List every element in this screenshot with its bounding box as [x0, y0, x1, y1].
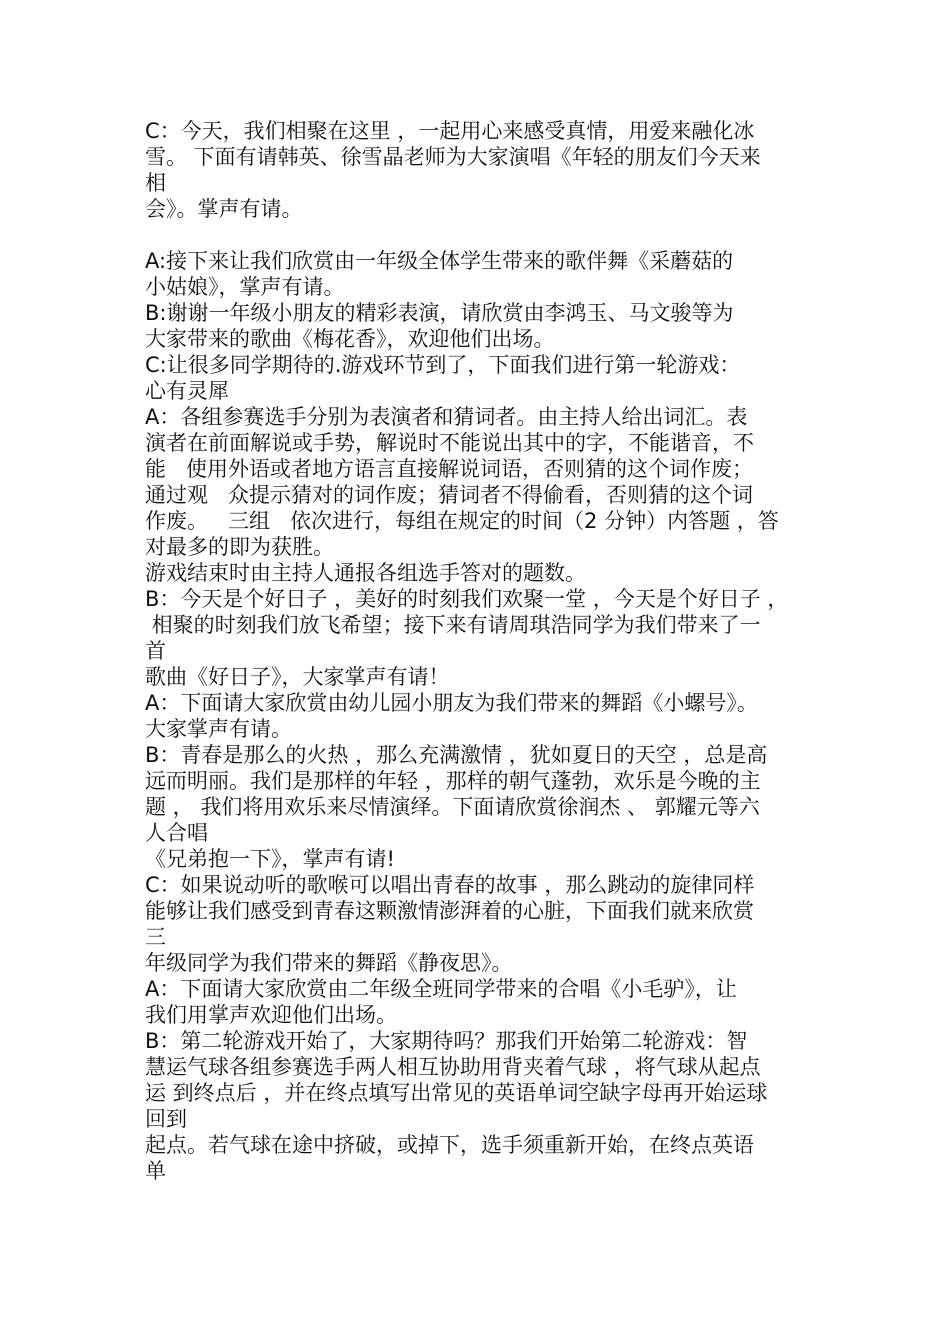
text-line: 演者在前面解说或手势，解说时不能说出其中的字，不能谐音，不 [145, 431, 754, 455]
text-line: 游戏结束时由主持人通报各组选手答对的题数。 [145, 561, 586, 585]
text-line: 题 ， 我们将用欢乐来尽情演绎。下面请欣赏徐润杰 、 郭耀元等六 [145, 795, 760, 819]
text-line: 回到 [145, 1107, 187, 1131]
document-body [145, 118, 845, 1184]
text-line: 对最多的即为获胜。 [145, 535, 334, 559]
text-line: 年级同学为我们带来的舞蹈《静夜思》。 [145, 951, 513, 975]
text-line: 运 到终点后 ，并在终点填写出常见的英语单词空缺字母再开始运球 [145, 1081, 768, 1105]
text-line: 我们用掌声欢迎他们出场。 [145, 1003, 397, 1027]
text-line: A：下面请大家欣赏由幼儿园小朋友为我们带来的舞蹈《小螺号》。 [145, 691, 758, 715]
text-line: 歌曲《好日子》，大家掌声有请！ [145, 665, 450, 689]
text-line: B：青春是那么的火热 ，那么充满激情 ，犹如夏日的天空 ，总是高 [145, 743, 768, 767]
text-line: B:谢谢一年级小朋友的精彩表演，请欣赏由李鸿玉、马文骏等为 [145, 301, 734, 325]
text-line: 首 [145, 639, 166, 663]
text-line: 单 [145, 1159, 166, 1183]
text-line: C：今天，我们相聚在这里 ，一起用心来感受真情，用爱来融化冰 [145, 119, 755, 143]
text-line: 慧运气球各组参赛选手两人相互协助用背夹着气球 ，将气球从起点 [145, 1055, 761, 1079]
blank-line [145, 222, 845, 248]
text-line: 《兄弟抱一下》，掌声有请! [145, 847, 395, 871]
text-line: 会》。掌声有请。 [145, 197, 303, 221]
text-line: 能够让我们感受到青春这颗激情澎湃着的心脏，下面我们就来欣赏 [145, 899, 754, 923]
text-line: A：下面请大家欣赏由二年级全班同学带来的合唱《小毛驴》，让 [145, 977, 737, 1001]
text-line: 能 使用外语或者地方语言直接解说词语，否则猜的这个词作废； [145, 457, 754, 481]
text-line: B：今天是个好日子 ，美好的时刻我们欢聚一堂 ，今天是个好日子 ， [145, 587, 789, 611]
text-line: 相聚的时刻我们放飞希望；接下来有请周琪浩同学为我们带来了一 [145, 613, 761, 637]
text-line: 作废。 三组 依次进行，每组在规定的时间（2 分钟）内答题 ，答 [145, 509, 779, 533]
text-line: C:让很多同学期待的.游戏环节到了，下面我们进行第一轮游戏： [145, 353, 741, 377]
text-line: 起点。若气球在途中挤破，或掉下，选手须重新开始，在终点英语 [145, 1133, 754, 1157]
text-line: A：各组参赛选手分别为表演者和猜词者。由主持人给出词汇。表 [145, 405, 748, 429]
text-line: 通过观 众提示猜对的词作废；猜词者不得偷看，否则猜的这个词 [145, 483, 754, 507]
text-line: 相 [145, 171, 166, 195]
text-line: 雪。 下面有请韩英、徐雪晶老师为大家演唱《年轻的朋友们今天来 [145, 145, 761, 169]
text-line: 人合唱 [145, 821, 208, 845]
text-line: 心有灵犀 [145, 379, 229, 403]
text-line: A:接下来让我们欣赏由一年级全体学生带来的歌伴舞《采蘑菇的 [145, 249, 734, 273]
text-line: 大家掌声有请。 [145, 717, 292, 741]
text-line: 三 [145, 925, 166, 949]
text-line: C：如果说动听的歌喉可以唱出青春的故事 ，那么跳动的旋律同样 [145, 873, 755, 897]
text-line: B：第二轮游戏开始了，大家期待吗？那我们开始第二轮游戏：智 [145, 1029, 748, 1053]
text-line: 小姑娘》，掌声有请。 [145, 275, 345, 299]
text-line: 大家带来的歌曲《梅花香》，欢迎他们出场。 [145, 327, 555, 351]
text-line: 远而明丽。我们是那样的年轻 ，那样的朝气蓬勃，欢乐是今晚的主 [145, 769, 761, 793]
